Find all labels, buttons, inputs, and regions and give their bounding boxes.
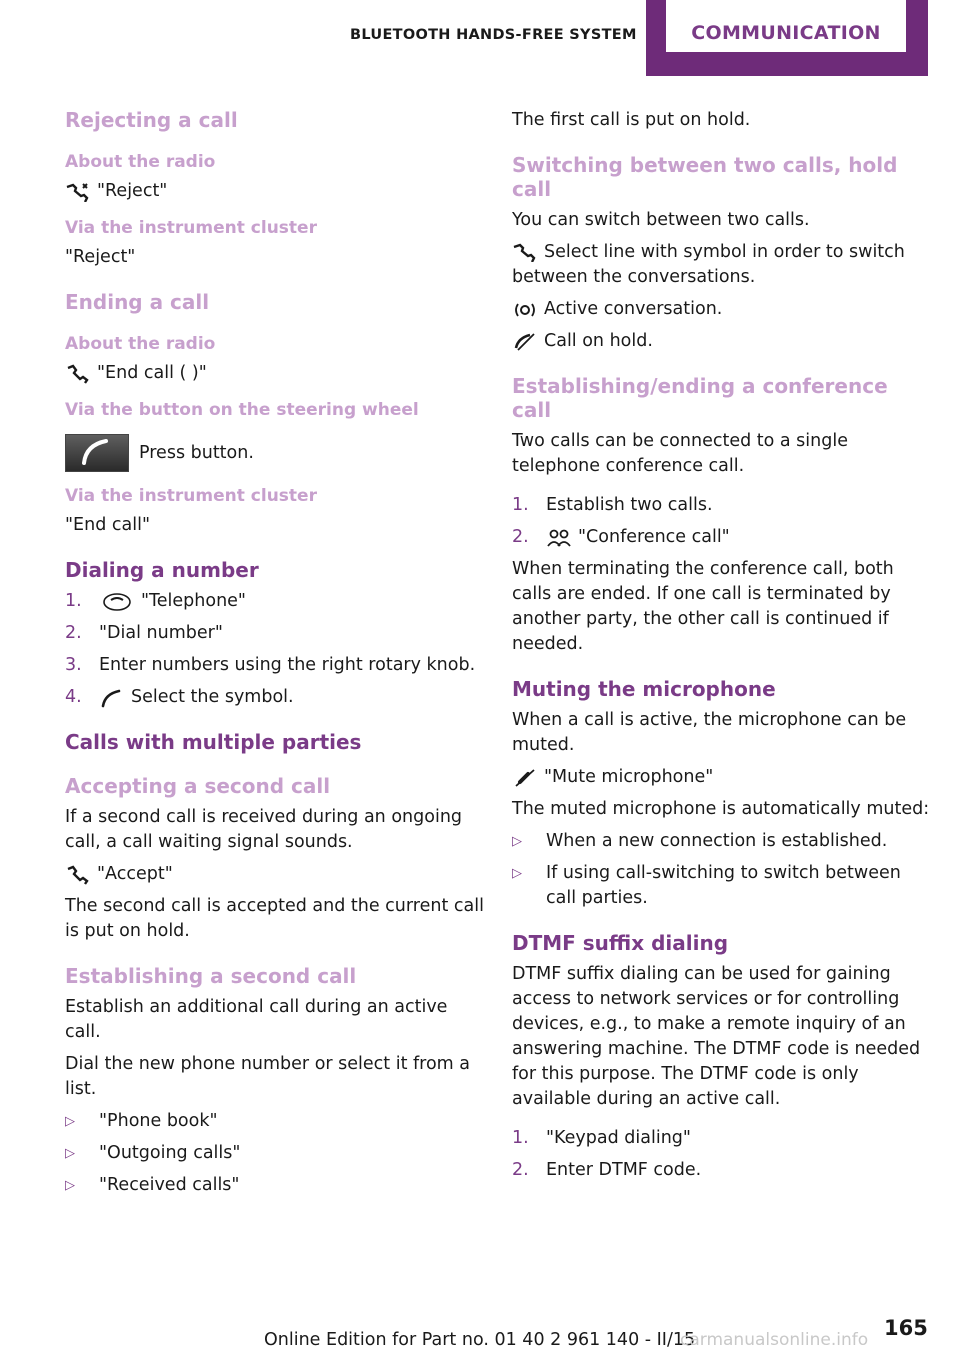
muting-heading: Muting the microphone <box>512 677 776 701</box>
bullet-item <box>65 1173 485 1198</box>
switch-paragraph: You can switch between two calls. <box>512 210 810 230</box>
watermark: carmanualsonline.info <box>680 1330 869 1350</box>
end-wheel-heading: Via the button on the steering wheel <box>65 400 419 420</box>
establish-paragraph-1: Establish an additional call during an active call. <box>65 997 448 1042</box>
accept-paragraph-2: The second call is accepted and the current call is put on hold. <box>65 896 484 941</box>
step-text: "Conference call" <box>578 527 730 547</box>
switch-step <box>512 240 932 290</box>
end-cluster-text: "End call" <box>65 515 150 535</box>
conference-step-2 <box>512 525 932 550</box>
step-number: 2. <box>512 1160 529 1180</box>
end-radio-step <box>65 361 485 386</box>
phone-line-icon <box>512 242 538 262</box>
microphone-muted-icon <box>512 768 538 788</box>
phone-accept-icon <box>65 865 91 885</box>
bullet-text: When a new connection is established. <box>546 831 888 851</box>
conference-call-heading: Establishing/ending a conference call <box>512 374 888 422</box>
conference-step-1 <box>512 493 932 518</box>
switching-calls-heading: Switching between two calls, hold call <box>512 153 898 201</box>
reject-radio-heading: About the radio <box>65 152 216 172</box>
dtmf-step-2 <box>512 1158 932 1183</box>
dtmf-step-1 <box>512 1126 932 1151</box>
rejecting-call-heading: Rejecting a call <box>65 108 238 132</box>
dialing-heading: Dialing a number <box>65 558 259 582</box>
step-number: 4. <box>65 687 82 707</box>
reject-cluster-text: "Reject" <box>65 247 136 267</box>
step-number: 1. <box>65 591 82 611</box>
step-text: Enter DTMF code. <box>546 1160 702 1180</box>
reject-radio-step <box>65 179 485 204</box>
step-number: 2. <box>65 623 82 643</box>
hold-paragraph: The first call is put on hold. <box>512 110 751 130</box>
accept-step <box>65 862 485 887</box>
call-on-hold-icon <box>512 332 538 352</box>
dtmf-paragraph: DTMF suffix dialing can be used for gaining access to network services or for controlling devices, e.g., to make a remote inquiry of an answering machine. The DTMF code is needed for this purpose. The DTMF code is only available during an active call. <box>512 964 921 1109</box>
bullet-item <box>512 829 932 854</box>
bullet-text: "Received calls" <box>99 1175 240 1195</box>
end-cluster-heading: Via the instrument cluster <box>65 486 317 506</box>
handset-dial-icon <box>99 688 125 708</box>
conference-paragraph-2: When terminating the conference call, both calls are ended. If one call is terminated by another party, the other call is continued if needed. <box>512 559 894 654</box>
conference-paragraph: Two calls can be connected to a single telephone conference call. <box>512 431 848 476</box>
ending-call-heading: Ending a call <box>65 290 210 314</box>
active-call-icon <box>512 300 538 320</box>
multiple-parties-heading: Calls with multiple parties <box>65 730 362 754</box>
mute-paragraph: When a call is active, the microphone can be muted. <box>512 710 907 755</box>
bullet-item <box>65 1141 485 1166</box>
step-text: "Dial number" <box>99 623 223 643</box>
telephone-menu-icon <box>99 592 135 612</box>
step-text: Select the symbol. <box>131 687 294 707</box>
right-column <box>512 108 932 1183</box>
accept-text: "Accept" <box>97 864 173 884</box>
bullet-text: "Phone book" <box>99 1111 218 1131</box>
accept-paragraph-1: If a second call is received during an ongoing call, a call waiting signal sounds. <box>65 807 463 852</box>
step-number: 1. <box>512 1128 529 1148</box>
dialing-step-4 <box>65 685 485 710</box>
left-column <box>65 108 485 1198</box>
mute-text: "Mute microphone" <box>544 767 714 787</box>
end-radio-heading: About the radio <box>65 334 216 354</box>
establish-paragraph-2: Dial the new phone number or select it from a list. <box>65 1054 471 1099</box>
dialing-step-2 <box>65 621 485 646</box>
bullet-item <box>65 1109 485 1134</box>
triangle-bullet-icon: ▷ <box>65 1114 75 1129</box>
chapter-tab <box>646 0 928 76</box>
end-radio-text: "End call ( )" <box>97 363 207 383</box>
phone-hangup-icon <box>65 364 91 384</box>
chapter-tab-label: COMMUNICATION <box>666 0 906 52</box>
bullet-text: "Outgoing calls" <box>99 1143 241 1163</box>
step-text: Establish two calls. <box>546 495 713 515</box>
dtmf-heading: DTMF suffix dialing <box>512 931 729 955</box>
dialing-step-3 <box>65 653 485 678</box>
triangle-bullet-icon: ▷ <box>65 1146 75 1161</box>
header-section-title: BLUETOOTH HANDS-FREE SYSTEM <box>350 27 637 43</box>
phone-reject-icon <box>65 182 91 202</box>
triangle-bullet-icon: ▷ <box>512 866 522 881</box>
establishing-second-call-heading: Establishing a second call <box>65 964 357 988</box>
triangle-bullet-icon: ▷ <box>65 1178 75 1193</box>
step-text: "Telephone" <box>141 591 246 611</box>
footer-edition: Online Edition for Part no. 01 40 2 961 140 - II/15 <box>264 1330 696 1350</box>
step-number: 2. <box>512 527 529 547</box>
active-conversation-row <box>512 297 932 322</box>
accepting-second-call-heading: Accepting a second call <box>65 774 331 798</box>
end-wheel-text: Press button. <box>139 442 254 463</box>
call-on-hold-text: Call on hold. <box>544 331 653 351</box>
mute-paragraph-2: The muted microphone is automatically muted: <box>512 799 930 819</box>
reject-cluster-heading: Via the instrument cluster <box>65 218 317 238</box>
conference-people-icon <box>546 528 572 548</box>
call-on-hold-row <box>512 329 932 354</box>
step-number: 3. <box>65 655 82 675</box>
steering-wheel-phone-button-icon <box>65 434 129 472</box>
bullet-text: If using call-switching to switch between call parties. <box>546 863 901 908</box>
step-number: 1. <box>512 495 529 515</box>
bullet-item <box>512 861 932 911</box>
step-text: Enter numbers using the right rotary knob. <box>99 655 476 675</box>
dialing-step-1 <box>65 589 485 614</box>
mute-step <box>512 765 932 790</box>
step-text: "Keypad dialing" <box>546 1128 691 1148</box>
reject-radio-text: "Reject" <box>97 181 168 201</box>
switch-step-text: Select line with symbol in order to switch between the conversations. <box>512 242 905 287</box>
end-wheel-step <box>65 434 485 472</box>
page-number: 165 <box>884 1316 928 1340</box>
triangle-bullet-icon: ▷ <box>512 834 522 849</box>
active-conversation-text: Active conversation. <box>544 299 723 319</box>
